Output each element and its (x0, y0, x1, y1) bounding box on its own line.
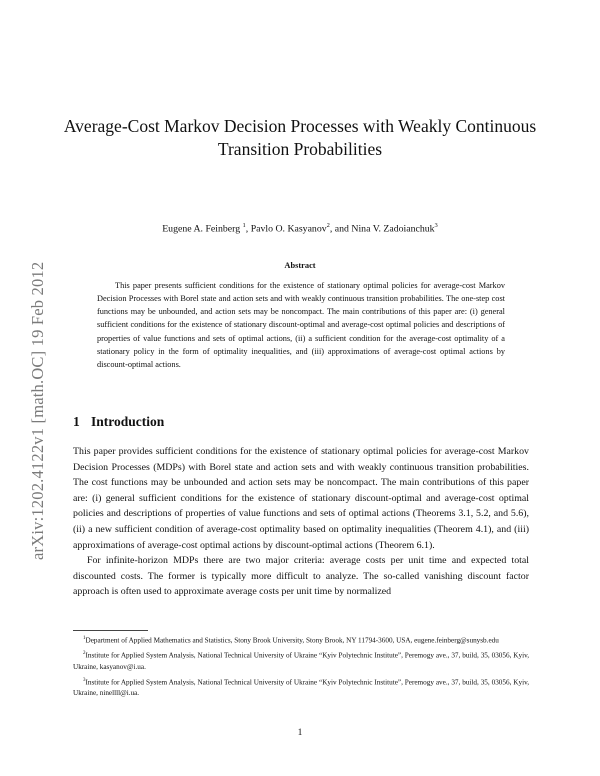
paper-title (0, 115, 600, 161)
abstract-heading: Abstract (284, 261, 316, 270)
title-line-2: Transition Probabilities (217, 139, 383, 159)
author-list (0, 222, 600, 234)
footnote-marker: 2 (326, 222, 330, 229)
footnotes (73, 633, 529, 701)
title-line-1: Average-Cost Markov Decision Processes with Weakly Continuous (63, 116, 537, 136)
section-body (73, 444, 529, 600)
section-title: Introduction (91, 414, 165, 429)
footnote (73, 633, 529, 647)
author-name: Eugene A. Feinberg (162, 223, 241, 235)
paragraph: This paper provides sufficient conditions for the existence of stationary optimal policies for average-cost Markov Decision Processes (MDPs) with Borel state and action sets and with weakly continuous transition probabilities. The cost functions may be unbounded and action sets may be noncompact. The main contributions of this paper are: (i) general sufficient conditions for the existence of stationary discount-optimal and average-cost optimal policies and descriptions of properties of value functions and sets of optimal actions (Theorems 3.1, 5.2, and 5.6), (ii) a new sufficient condition of average-cost optimality based on optimality inequalities (Theorem 4.1), and (iii) approximations of average-cost optimal actions by discount-optimal actions (Theorem 6.1). (73, 446, 529, 551)
footnote-text: Institute for Applied System Analysis, National Technical University of Ukraine “Kyiv Polytechnic Institute”, Peremogy ave., 37, build, 35, 03056, Kyiv, Ukraine, kasyanov@i.ua. (73, 651, 529, 671)
footnote-mark: 3 (83, 677, 86, 683)
footnote-divider (73, 630, 148, 631)
page-number: 1 (297, 728, 303, 738)
footnote-text: Institute for Applied System Analysis, National Technical University of Ukraine “Kyiv Polytechnic Institute”, Peremogy ave., 37, build, 35, 03056, Kyiv, Ukraine, ninellll@i.ua. (73, 677, 529, 698)
author-separator: , and (329, 223, 352, 235)
author-name: Nina V. Zadoianchuk (351, 223, 435, 235)
abstract-body: This paper presents sufficient conditions for the existence of stationary optimal policies for average-cost Markov Decision Processes with Borel state and action sets and with weakly continuous transition probabilities. The one-step cost functions may be unbounded, and action sets may be noncompact. The main contributions of this paper are: (i) general sufficient conditions for the existence of stationary discount-optimal and average-cost optimal policies and descriptions of properties of value functions and sets of optimal actions, (ii) a sufficient condition for the average-cost optimality of a stationary policy in the form of optimality inequalities, and (iii) approximations of average-cost optimal actions by discount-optimal actions. (97, 281, 505, 369)
footnote (73, 675, 529, 700)
section-number: 1 (73, 414, 80, 429)
footnote-text: Department of Applied Mathematics and Statistics, Stony Brook University, Stony Brook, NY 11794-3600, USA, eugene.feinberg@sunysb.edu (85, 636, 499, 645)
arxiv-identifier: arXiv:1202.4122v1 [math.OC] 19 Feb 2012 (28, 261, 47, 560)
author-separator: , (245, 223, 251, 235)
footnote-mark: 1 (83, 636, 86, 641)
paragraph: For infinite-horizon MDPs there are two major criteria: average costs per unit time and expected total discounted costs. The former is typically more difficult to analyze. The so-called vanishing discount factor approach is often used to approximate average costs per unit time by normalized (73, 555, 529, 598)
footnote (73, 648, 529, 673)
footnote-marker: 1 (242, 222, 246, 229)
section-heading (73, 414, 164, 430)
author-name: Pavlo O. Kasyanov (250, 223, 327, 235)
footnote-marker: 3 (434, 222, 438, 229)
footnote-mark: 2 (83, 651, 86, 657)
